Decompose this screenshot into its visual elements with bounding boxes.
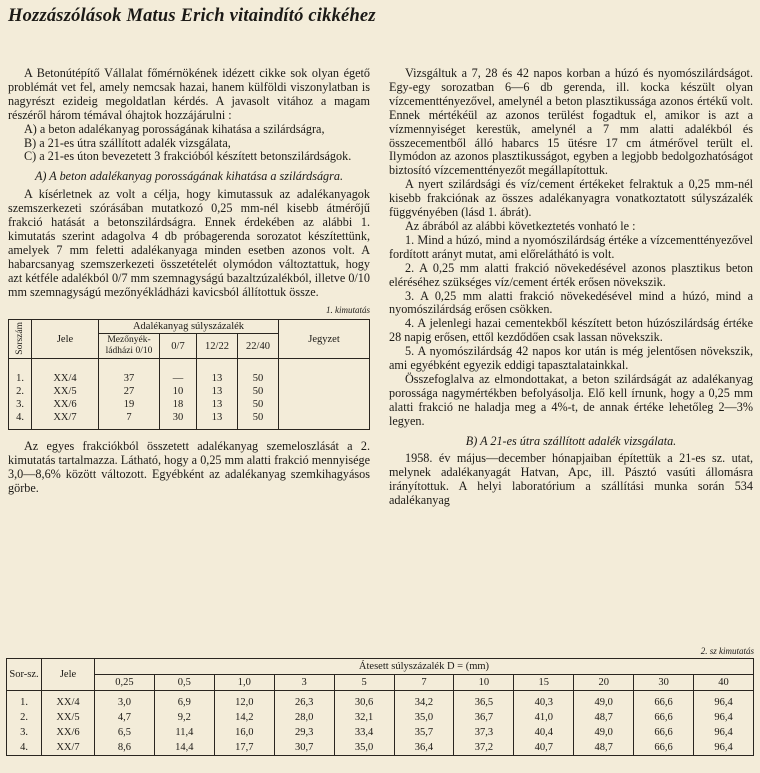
topic-item-a: A) a beton adalékanyag porosságának kihatása a szilárdságra,: [24, 121, 325, 136]
cell: 27: [99, 385, 160, 398]
cell: 14,2: [214, 710, 274, 725]
cell: 10: [160, 385, 197, 398]
section-b-heading: B) A 21-es útra szállított adalék vizsgálata.: [465, 433, 677, 448]
cell: 96,4: [694, 740, 754, 756]
cell: [279, 411, 370, 430]
table2-header-jele: Jele: [42, 659, 95, 691]
cell: [279, 385, 370, 398]
table2-size: 20: [574, 675, 634, 691]
cell: 50: [238, 359, 279, 386]
cell: 16,0: [214, 725, 274, 740]
table2-header-sorsz: Sor-sz.: [7, 659, 42, 691]
cell: 37: [99, 359, 160, 386]
cell: 13: [197, 359, 238, 386]
cell: 13: [197, 398, 238, 411]
distribution-paragraph: Az egyes frakciókból összetett adalékanyag szemeloszlását a 2. kimutatás tartalmazza. Látható, hogy a 0,25 mm alatti frakció mennyisége 3,0—8,6% között változott. Egyébként az adalékanyag szemkihagyásos görbe.: [8, 439, 370, 496]
cell: 29,3: [274, 725, 334, 740]
conclusion-intro: Az ábrából az alábbi következtetés vonható le :: [405, 218, 636, 233]
cell: 50: [238, 398, 279, 411]
cell: 17,7: [214, 740, 274, 756]
cell: 66,6: [634, 691, 694, 711]
table1-header-jegyzet: Jegyzet: [279, 320, 370, 359]
cell: 96,4: [694, 710, 754, 725]
cell: 66,6: [634, 725, 694, 740]
cell: 36,7: [454, 710, 514, 725]
cell: XX/6: [42, 725, 95, 740]
cell: 40,3: [514, 691, 574, 711]
cell: 7: [99, 411, 160, 430]
table2: [6, 658, 754, 756]
cell: 30: [160, 411, 197, 430]
cell: XX/4: [32, 359, 99, 386]
left-column: [8, 67, 370, 496]
experiment-paragraph: A kísérletnek az volt a célja, hogy kimutassuk az adalékanyagok szemszerkezeti szórásában mutatkozó 0,25 mm-nél kisebb átmérőjű frakció hatását a betonszilárdságra. Ennek érdekében az alábbi 1. kimutatás szerint adagolva 4 db próbagerenda sorozatot készítettünk, amelyek 7 mm feletti adalékanyaga minden esetben azonos volt. A habarcsanyag szemszerkezeti összetételét olymódon változtattuk, hogy azt kétféle adalékból 0/7 mm szemnagyságú bazaltzúzalékból, illetve 0/10 mm szemnagyságú mezőnyékládházi kavicsból állítottuk össze.: [8, 187, 370, 299]
cell: 35,7: [394, 725, 454, 740]
table1-header-col3: 12/22: [197, 334, 238, 359]
table2-size: 7: [394, 675, 454, 691]
cell: 96,4: [694, 691, 754, 711]
table-row: [7, 710, 754, 725]
cell: 41,0: [514, 710, 574, 725]
table1-header-group: Adalékanyag súlyszázalék: [99, 320, 279, 334]
table-row: [9, 359, 370, 386]
table2-size: 3: [274, 675, 334, 691]
table2-size: 15: [514, 675, 574, 691]
cell: 66,6: [634, 710, 694, 725]
right-column: [389, 67, 753, 508]
table1-caption: 1. kimutatás: [326, 304, 370, 315]
cell: 49,0: [574, 725, 634, 740]
table1-header-sorszam: Sorszám: [9, 320, 32, 359]
intro-paragraph: A Betonútépítő Vállalat főmérnökének idézett cikke sok olyan égető problémát vet fel, amely nemcsak hazai, hanem külföldi viszonylatban is nagyrészt ezideig megoldatlan kérdés. A javasolt vitához a magam részéről három témával óhajtok hozzájárulni :: [8, 66, 370, 122]
cell: 48,7: [574, 710, 634, 725]
cell: 34,2: [394, 691, 454, 711]
cell: 40,4: [514, 725, 574, 740]
cell: 13: [197, 385, 238, 398]
cell: 13: [197, 411, 238, 430]
topic-item-c: C) a 21-es úton bevezetett 3 frakcióból készített betonszilárdságok.: [24, 149, 352, 164]
cell: XX/4: [42, 691, 95, 711]
conclusion-3: 3. A 0,25 mm alatti frakció növekedésével mind a húzó, mind a nyomószilárdság erősen csökken.: [389, 288, 753, 317]
table2-size: 30: [634, 675, 694, 691]
cell: 19: [99, 398, 160, 411]
conclusion-1: 1. Mind a húzó, mind a nyomószilárdság értéke a vízcementtényezővel fordított arányt mutat, ami előreláthátó is volt.: [389, 232, 753, 261]
table-row: [9, 411, 370, 430]
cell: 18: [160, 398, 197, 411]
cell: 2.: [7, 710, 42, 725]
table2-size: 1,0: [214, 675, 274, 691]
table-row: [7, 691, 754, 711]
cell: 37,2: [454, 740, 514, 756]
cell: 40,7: [514, 740, 574, 756]
cell: 6,5: [95, 725, 155, 740]
cell: [279, 359, 370, 386]
cell: 33,4: [334, 725, 394, 740]
results-paragraph: A nyert szilárdsági és víz/cement értékeket felraktuk a 0,25 mm-nél kisebb frakciónak az összes adalékanyagra vonatkoztatott súlyszázalék függvényében (lásd 1. ábrát).: [389, 177, 753, 220]
conclusion-4: 4. A jelenlegi hazai cementekből készített beton húzószilárdság értéke 28 napig erősen, ettől kezdődően csak lassan növekszik.: [389, 316, 753, 345]
table1: [8, 319, 370, 430]
table2-size: 0,5: [154, 675, 214, 691]
road-paragraph: 1958. év május—december hónapjaiban építettük a 21-es sz. utat, melynek adalékanyagát Hatvan, Apc, ill. Pásztó vasúti állomásra irányítottuk. A helyi laboratórium a szállítási munka során 534 adalékanyag: [389, 451, 753, 508]
table2-size: 0,25: [95, 675, 155, 691]
conclusion-5: 5. A nyomószilárdság 42 napos kor után is még jelentősen növekszik, ami egyébként egyezik eddigi tapasztalatainkkal.: [389, 344, 753, 373]
table1-header-col2: 0/7: [160, 334, 197, 359]
cell: 14,4: [154, 740, 214, 756]
cell: 1.: [7, 691, 42, 711]
cell: 1.: [9, 359, 32, 386]
cell: 3,0: [95, 691, 155, 711]
topic-item-b: B) a 21-es útra szállított adalék vizsgálata,: [24, 135, 231, 150]
cell: 28,0: [274, 710, 334, 725]
cell: 50: [238, 411, 279, 430]
table2-size: 5: [334, 675, 394, 691]
cell: 3.: [7, 725, 42, 740]
cell: 30,7: [274, 740, 334, 756]
cell: 6,9: [154, 691, 214, 711]
cell: XX/5: [42, 710, 95, 725]
cell: 49,0: [574, 691, 634, 711]
table1-header-col4: 22/40: [238, 334, 279, 359]
table-row: [7, 740, 754, 756]
conclusion-2: 2. A 0,25 mm alatti frakció növekedésével azonos plasztikus beton eléréséhez szükséges víz/cement érték erősen növekszik.: [389, 260, 753, 289]
table2-size: 40: [694, 675, 754, 691]
table1-header-jele: Jele: [32, 320, 99, 359]
cell: 48,7: [574, 740, 634, 756]
cell: [279, 398, 370, 411]
cell: 2.: [9, 385, 32, 398]
table2-block: [6, 646, 754, 756]
cell: 26,3: [274, 691, 334, 711]
cell: 37,3: [454, 725, 514, 740]
cell: 32,1: [334, 710, 394, 725]
cell: 35,0: [334, 740, 394, 756]
cell: 50: [238, 385, 279, 398]
cell: 4,7: [95, 710, 155, 725]
table-row: [9, 385, 370, 398]
cell: 96,4: [694, 725, 754, 740]
table2-header-group: Átesett súlyszázalék D = (mm): [95, 659, 754, 675]
cell: XX/6: [32, 398, 99, 411]
cell: 12,0: [214, 691, 274, 711]
cell: XX/5: [32, 385, 99, 398]
cell: 36,4: [394, 740, 454, 756]
summary-paragraph: Összefoglalva az elmondottakat, a beton szilárdságát az adalékanyag porossága nagymértékben befolyásolja. Elő kell írnunk, hogy a 0,25 mm alatti frakció ne haladja meg a 4%-t, de annak értéke lehetőleg 2—3% legyen.: [389, 371, 753, 428]
cell: 8,6: [95, 740, 155, 756]
article-title: Hozzászólások Matus Erich vitaindító cikkéhez: [8, 6, 376, 26]
cell: 35,0: [394, 710, 454, 725]
cell: 36,5: [454, 691, 514, 711]
cell: 9,2: [154, 710, 214, 725]
cell: XX/7: [42, 740, 95, 756]
table2-caption: 2. sz kimutatás: [700, 646, 754, 656]
cell: —: [160, 359, 197, 386]
cell: 30,6: [334, 691, 394, 711]
cell: 4.: [9, 411, 32, 430]
table-row: [7, 725, 754, 740]
table-row: [9, 398, 370, 411]
cell: 4.: [7, 740, 42, 756]
cell: 3.: [9, 398, 32, 411]
cell: 11,4: [154, 725, 214, 740]
section-a-heading: A) A beton adalékanyag porosságának kihatása a szilárdságra.: [34, 169, 344, 184]
cell: XX/7: [32, 411, 99, 430]
test-paragraph: Vizsgáltuk a 7, 28 és 42 napos korban a húzó és nyomószilárdságot. Egy-egy sorozatban 6—6 db gerenda, ill. kocka készült olyan vízcementtényezővel, amelynél a beton plasztikussága azonos értékű volt. Ennek mértékéül az azonos terülést fogadtuk el, amikor is azt a vízmennyiséget kerestük, amelynél a 7 mm alatti adalékból és összecementből álló habarcs 15 ütésre 17 cm átmérővel terült el. Ilymódon az azonos plasztikusságot, egyben a legjobb bedolgozhatóságot biztosító vízcementtényezőt megállapítottuk.: [389, 66, 753, 178]
table2-size: 10: [454, 675, 514, 691]
cell: 66,6: [634, 740, 694, 756]
table1-header-col1: Mezőnyék-ládházi 0/10: [99, 334, 160, 359]
